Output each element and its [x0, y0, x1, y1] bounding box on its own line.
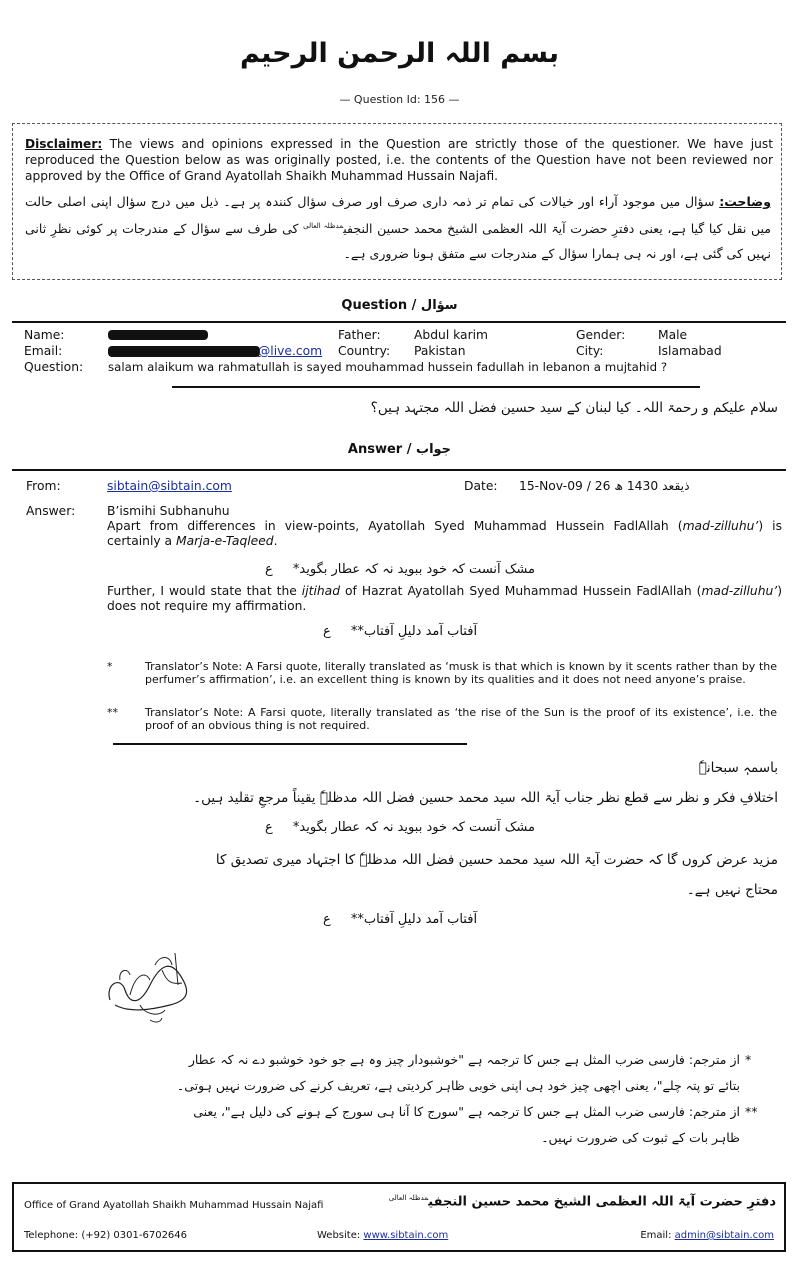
urdu-opening: باسمہٖ سبحانہٗ [698, 760, 778, 776]
country-value: Pakistan [414, 344, 466, 358]
urdu-note-1-line-2: بتائے تو پتہ چلے"، یعنی اچھی چیز خود ہی اپنی خوبی ظاہر کردیتی ہے، تعریف کرنے کی ضرورت نہیں ہوتی۔ [176, 1078, 740, 1093]
urdu-quote-1: مشک آنست کہ خود ببوید نہ کہ عطار بگوید* ع [265, 820, 535, 835]
disclaimer-box [12, 123, 782, 280]
name-redacted [108, 330, 208, 340]
farsi-quote-2 [200, 624, 600, 639]
website-link[interactable]: www.sibtain.com [363, 1230, 449, 1241]
footer-box [12, 1182, 786, 1252]
question-urdu-divider [172, 386, 700, 388]
signature [100, 945, 200, 1025]
answer-paragraph-2: Further, I would state that the ijtihad of Hazrat Ayatollah Syed Muhammad Hussein FadlAllah (mad-zilluhu’) does not require my affirmation. [107, 584, 783, 613]
footer-office-urdu: دفترِ حضرت آیۃ اللہ العظمی الشیخ محمد حسین النجفی$^{مدظلہ العالی}$ [388, 1194, 776, 1210]
quote-2-text: آفتاب آمد دلیلِ آفتاب** [350, 624, 478, 639]
urdu-note-2-line-1: از مترجم: فارسی ضرب المثل ہے جس کا ترجمہ ہے "سورج کا آنا ہی سورج کے ہونے کی دلیل ہے"، یعنی [193, 1104, 740, 1119]
urdu-paragraph-2a: مزید عرض کروں گا کہ حضرت آیۃ اللہ سید محمد حسین فضل اللہ مدظلہٗ کا اجتہاد میری تصدیق کا [215, 852, 778, 868]
verse-mark-icon: ع [322, 912, 331, 927]
question-id: — Question Id: 156 — [339, 93, 460, 106]
gender-value: Male [658, 328, 688, 342]
email-label: Email: [24, 344, 63, 358]
question-divider [12, 321, 786, 323]
disclaimer-text: The views and opinions expressed in the Question are strictly those of the questioner. We have just reproduced the Question below as was originally posted, i.e. the contents of the Question have not been reviewed nor approved by the Office of Grand Ayatollah Shaikh Muhammad Hussain Najafi. [25, 137, 773, 183]
footer-telephone: Telephone: (+92) 0301-6702646 [24, 1230, 188, 1241]
urdu-paragraph-2b: محتاج نہیں ہے۔ [686, 882, 778, 898]
verse-mark-icon: ع [265, 820, 273, 835]
gender-label: Gender: [576, 328, 626, 342]
quote-1-text: مشک آنست کہ خود ببوید نہ کہ عطار بگوید* [292, 562, 535, 577]
verse-mark-icon: ع [265, 562, 273, 577]
question-section-title: Question / سؤال [341, 298, 458, 313]
question-urdu: سلام علیکم و رحمۃ اللہ۔ کیا لبنان کے سید حسین فضل اللہ مجتہد ہیں؟ [370, 400, 778, 416]
bismillah-heading: بسم اللہ الرحمن الرحیم [239, 38, 560, 69]
city-label: City: [576, 344, 604, 358]
footer-website: Website: www.sibtain.com [317, 1230, 449, 1241]
answer-paragraph-1: Apart from differences in view-points, Ayatollah Syed Muhammad Hussein FadlAllah (mad-zilluhu’) is certainly a Marja-e-Taqleed. [107, 519, 782, 548]
urdu-note-2-mark: ** [745, 1104, 758, 1119]
question-label: Question: [24, 360, 84, 374]
answer-english [107, 504, 782, 549]
note-1-mark: * [107, 660, 113, 673]
urdu-quote-2: آفتاب آمد دلیلِ آفتاب** ع [322, 912, 478, 927]
answer-section-title: Answer / جواب [347, 442, 452, 457]
disclaimer-urdu-text-2: کی طرف سے سؤال کے مندرجات پر کوئی نظرِ ثانی نہیں کی گئی ہے، اور نہ ہی ہمارا سؤال کے مندرجات سے متفق ہونا ضروری ہے۔ [25, 221, 771, 262]
urdu-note-1-mark: * [745, 1052, 752, 1067]
note-1-text: Translator’s Note: A Farsi quote, literally translated as ‘musk is that which is known by it scents rather than by the perfumer’s affirmation’, i.e. an excellent thing is known by its qualities and it does not need anyone’s praise. [145, 660, 777, 686]
disclaimer-english [25, 136, 773, 184]
answer-divider [12, 469, 786, 471]
footer-office-english: Office of Grand Ayatollah Shaikh Muhammad Hussain Najafi [24, 1200, 324, 1211]
footer-email: Email: admin@sibtain.com [640, 1230, 774, 1241]
from-label: From: [26, 479, 61, 493]
father-value: Abdul karim [414, 328, 489, 342]
father-label: Father: [338, 328, 381, 342]
urdu-note-2-line-2: ظاہر بات کے ثبوت کی ضرورت نہیں۔ [541, 1130, 740, 1145]
email-redacted [108, 346, 260, 357]
footer-honorific: مدظلہ العالی [388, 1194, 429, 1202]
footer-email-link[interactable]: admin@sibtain.com [674, 1230, 774, 1241]
farsi-quote-1 [200, 562, 600, 577]
disclaimer-urdu-text-1: سؤال میں موجود آراء اور خیالات کی تمام تر ذمہ داری صرف اور صرف سؤال کنندہ پر ہے۔ ذیل میں درج سؤال اپنی اصلی حالت میں نقل کیا گیا ہے، یعنی دفترِ حضرت آیۃ اللہ العظمی الشیخ محمد حسین النجفی [25, 194, 771, 237]
name-label: Name: [24, 328, 65, 342]
city-value: Islamabad [658, 344, 722, 358]
disclaimer-urdu-label: وضاحت: [719, 194, 771, 209]
country-label: Country: [338, 344, 391, 358]
note-2-mark: ** [107, 706, 118, 719]
urdu-paragraph-1: اختلافِ فکر و نظر سے قطع نظر جناب آیۃ اللہ سید محمد حسین فضل اللہ مدظلہٗ یقیناً مرجعِ تقلید ہیں۔ [193, 790, 778, 806]
answer-label: Answer: [26, 504, 76, 518]
disclaimer-label: Disclaimer: [25, 137, 103, 151]
date-label: Date: [464, 479, 498, 493]
honorific: مدظلہ العالی [303, 222, 344, 230]
disclaimer-urdu [25, 189, 771, 266]
question-fields [16, 328, 786, 378]
question-value: salam alaikum wa rahmatullah is sayed mouhammad hussein fadullah in lebanon a mujtahid ? [108, 360, 668, 374]
verse-mark-icon: ع [322, 624, 331, 639]
note-2-text: Translator’s Note: A Farsi quote, literally translated as ‘the rise of the Sun is the proof of its existence’, i.e. the proof of an obvious thing is not required. [145, 706, 777, 732]
email-link[interactable]: @live.com [258, 344, 323, 358]
date-value: 15-Nov-09 / 26 ذیقعد 1430 ھ [519, 479, 690, 493]
notes-divider [113, 743, 467, 745]
from-email-link[interactable]: sibtain@sibtain.com [107, 479, 232, 493]
urdu-note-1-line-1: از مترجم: فارسی ضرب المثل ہے جس کا ترجمہ ہے "خوشبودار چیز وہ ہے جو خود خوشبو دے نہ کہ عطار [188, 1052, 740, 1067]
answer-opening: B’ismihi Subhanuhu [107, 504, 230, 518]
